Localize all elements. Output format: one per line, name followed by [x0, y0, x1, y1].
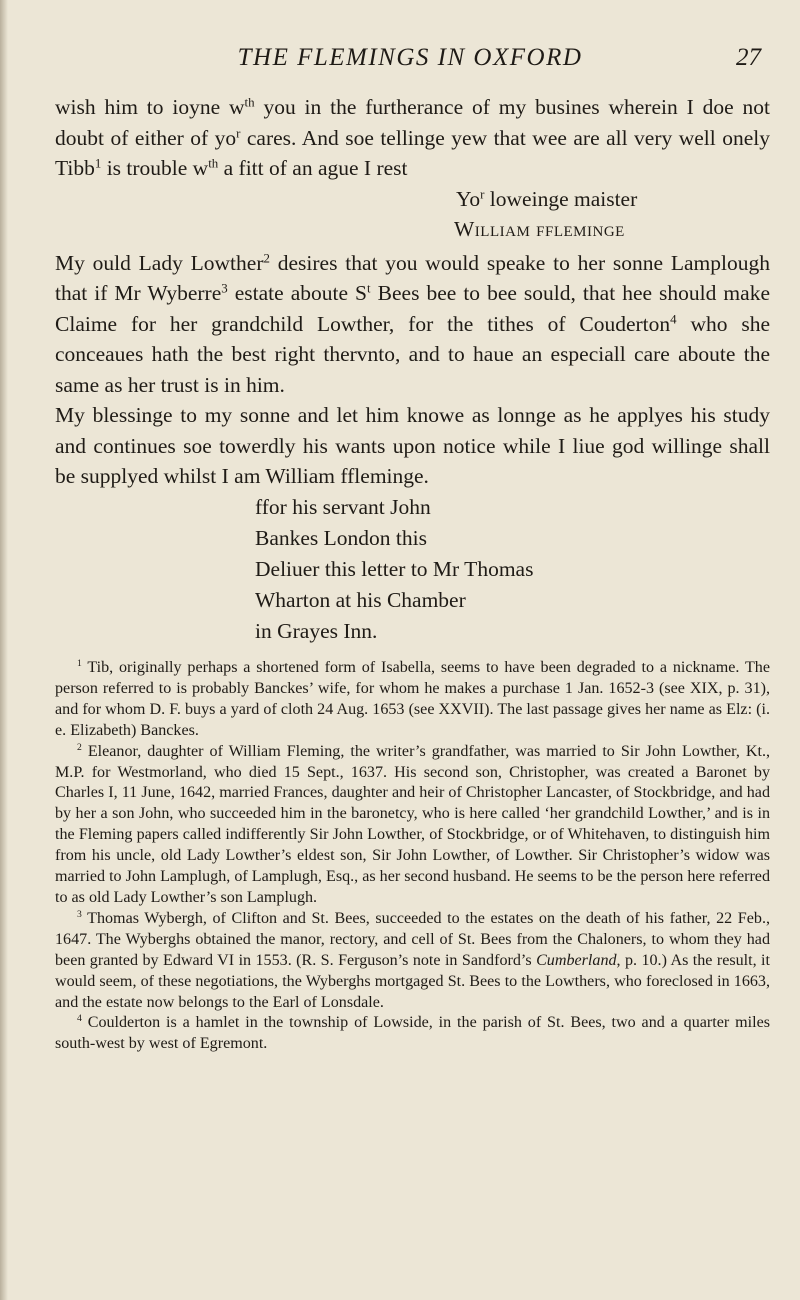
letter-paragraph-3: My blessinge to my sonne and let him knowe as lonnge as he applyes his study and continues soe towerdly his wants upon notice while I liue god willinge shall be supplyed whilst I am William ffleminge. [55, 403, 770, 488]
address-line: ffor his servant John [255, 494, 431, 519]
footnote-3: $^3$ Thomas Wybergh, of Clifton and St. Bees, succeeded to the estates on the death of his father, 22 Feb., 1647. The Wyberghs obtained the manor, rectory, and cell of St. Bees from the Chaloners, to whom they had been granted by Edward VI in 1553. (R. S. Ferguson’s note in Sandford’s Cumberland, p. 10.) As the result, it would seem, of these negotiations, the Wyberghs mortgaged St. Bees to the Lowthers, who foreclosed in 1663, and the estate now belongs to the Earl of Lonsdale. [55, 909, 771, 1011]
running-title: THE FLEMINGS IN OXFORD [237, 44, 583, 71]
footnotes [55, 658, 770, 1055]
footnote-1: $^1$ Tib, originally perhaps a shortened form of Isabella, seems to have been degraded to a nickname. The person referred to is probably Banckes’ wife, for whom he makes a purchase 1 Jan. 1652-3 (see XIX, p. 31), and for whom D. F. buys a yard of cloth 24 Aug. 1653 (see XXVII). The last passage gives her name as Elz: (i. e. Elizabeth) Banckes. [55, 658, 771, 739]
page-spine-shadow [0, 0, 8, 1300]
page-number: 27 [736, 44, 761, 71]
page-header [55, 40, 765, 76]
address-line: in Grayes Inn. [255, 618, 378, 643]
letter-closing: Yo$^r$ loweinge maister [456, 186, 638, 211]
address-line: Bankes London this [255, 525, 427, 550]
footnote-2: $^2$ Eleanor, daughter of William Fleming, the writer’s grandfather, was married to Sir John Lowther, Kt., M.P. for Westmorland, who died 15 Sept., 1637. His second son, Christopher, was created a Baronet by Charles I, 11 June, 1642, married Frances, daughter and heir of Christopher Lancaster, of Stockbridge, and had by her a son John, who succeeded him in the baronetcy, who is here called ‘her grandchild Lowther,’ and is in the Fleming papers called indifferently Sir John Lowther, of Stockbridge, or of Whitehaven, to distinguish him from his uncle, old Lady Lowther’s eldest son, Sir John Lowther, of Lowther. Sir Christopher’s widow was married to John Lamplugh, of Lamplugh, Esq., as her second husband. He seems to be the person here referred to as old Lady Lowther’s son Lamplugh. [55, 741, 770, 906]
letter-address [55, 492, 770, 647]
letter-text [55, 92, 770, 647]
footnote-4: $^4$ Coulderton is a hamlet in the township of Lowside, in the parish of St. Bees, two and a quarter miles south-west by west of Egremont. [55, 1013, 770, 1053]
letter-paragraph-2: My ould Lady Lowther$^2$ desires that you would speake to her sonne Lamplough that if Mr Wyberre$^3$ estate aboute $S^t$ Bees bee to bee sould, that hee should make Claime for her grandchild Lowther, for the tithes of Couderton$^4$ who she conceaues hath the best right thervnto, and to haue an especiall care aboute the same as her trust is in him. [55, 250, 770, 397]
letter-signature: William ffleminge [454, 217, 625, 241]
address-line: Wharton at his Chamber [255, 587, 466, 612]
letter-paragraph-1: wish him to ioyne $w^{th}$ you in the furtherance of my busines wherein I doe not doubt of either of $yo^r$ cares. And soe tellinge yew that wee are all very well onely Tibb$^1$ is trouble $w^{th}$ a fitt of an ague I rest [55, 95, 770, 180]
address-line: Deliuer this letter to Mr Thomas [255, 556, 534, 581]
